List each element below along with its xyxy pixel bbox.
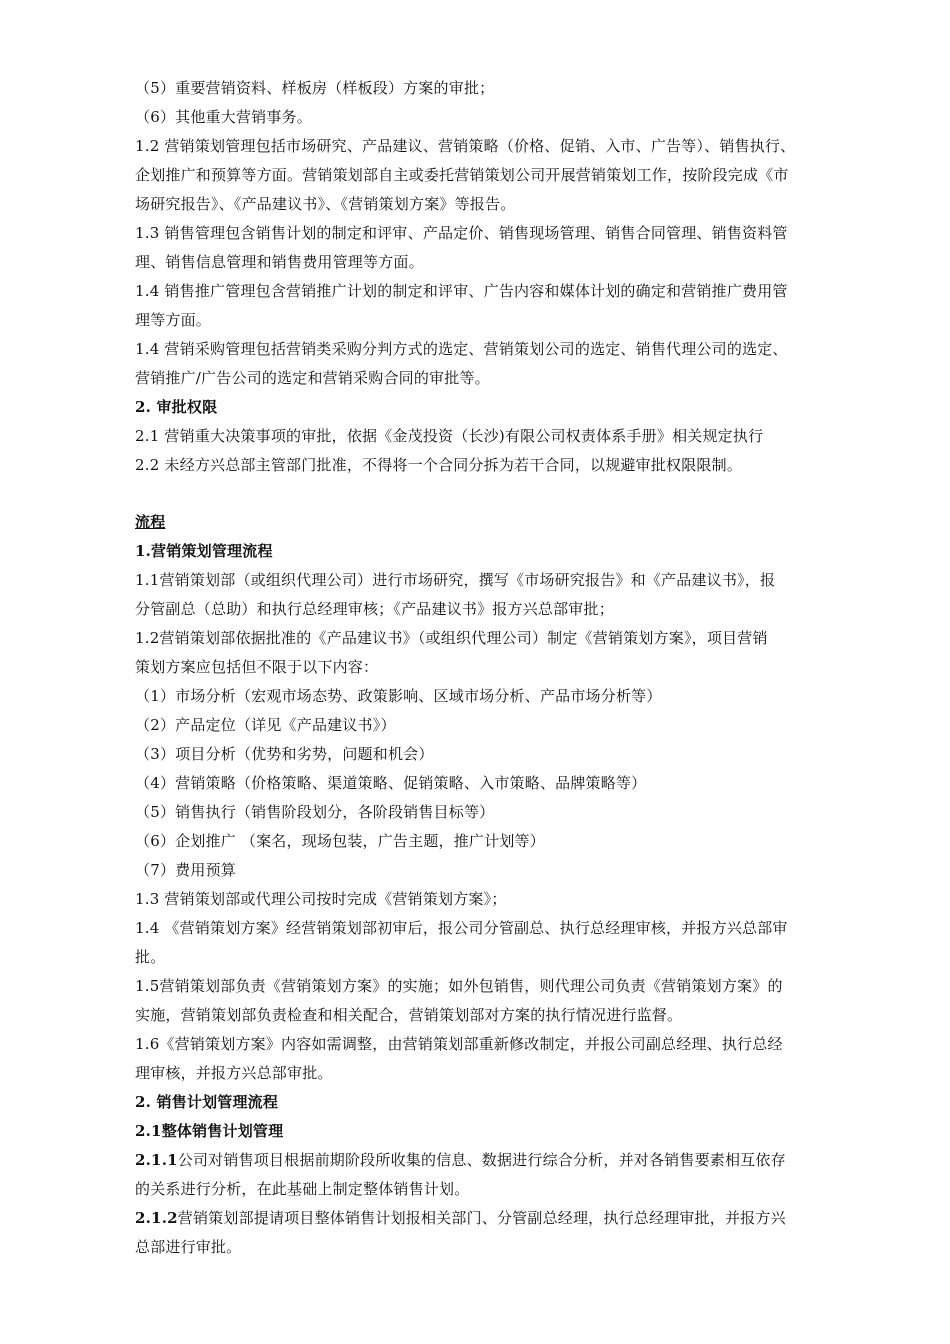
- paragraph-line: 2.2 未经方兴总部主管部门批准，不得将一个合同分拆为若干合同，以规避审批权限限制。: [135, 456, 743, 474]
- paragraph-line: （5）重要营销资料、样板房（样板段）方案的审批；: [135, 79, 495, 97]
- paragraph-line: （6）其他重大营销事务。: [135, 108, 312, 126]
- paragraph-line: 企划推广和预算等方面。营销策划部自主或委托营销策划公司开展营销策划工作，按阶段完成《市: [135, 166, 789, 184]
- paragraph-line: 总部进行审批。: [135, 1238, 242, 1256]
- subsection-heading: 2.1整体销售计划管理: [135, 1122, 284, 1140]
- paragraph-line: 场研究报告》、《产品建议书》、《营销策划方案》等报告。: [135, 195, 516, 213]
- paragraph-line: 营销推广/广告公司的选定和营销采购合同的审批等。: [135, 369, 490, 387]
- list-item: （1）市场分析（宏观市场态势、政策影响、区域市场分析、产品市场分析等）: [135, 687, 662, 705]
- paragraph-line: 1.3 营销策划部或代理公司按时完成《营销策划方案》；: [135, 890, 507, 908]
- clause-text: 公司对销售项目根据前期阶段所收集的信息、数据进行综合分析，并对各销售要素相互依存: [177, 1151, 786, 1169]
- paragraph-line: 策划方案应包括但不限于以下内容：: [135, 658, 379, 676]
- clause-text: 营销策划部提请项目整体销售计划报相关部门、分管副总经理，执行总经理审批，并报方兴: [177, 1209, 786, 1227]
- paragraph-line: 1.3 销售管理包含销售计划的制定和评审、产品定价、销售现场管理、销售合同管理、销售资料管: [135, 224, 788, 242]
- paragraph-line: 实施，营销策划部负责检查和相关配合，营销策划部对方案的执行情况进行监督。: [135, 1006, 683, 1024]
- paragraph-line: 1.1营销策划部（或组织代理公司）进行市场研究，撰写《市场研究报告》和《产品建议书》，报: [135, 571, 776, 589]
- paragraph-line: 理等方面。: [135, 311, 212, 329]
- list-item: （7）费用预算: [135, 861, 236, 879]
- section-heading: 2. 审批权限: [135, 398, 218, 416]
- paragraph-line: 1.2 营销策划管理包括市场研究、产品建议、营销策略（价格、促销、入市、广告等）、销售执行、: [135, 137, 796, 155]
- paragraph-line: 1.4 销售推广管理包含营销推广计划的制定和评审、广告内容和媒体计划的确定和营销推广费用管: [135, 282, 788, 300]
- paragraph-line: 1.4 营销采购管理包括营销类采购分判方式的选定、营销策划公司的选定、销售代理公司的选定、: [135, 340, 788, 358]
- paragraph-line: 批。: [135, 948, 166, 966]
- paragraph-line: 1.2营销策划部依据批准的《产品建议书》（或组织代理公司）制定《营销策划方案》，项目营销: [135, 629, 768, 647]
- section-heading: 1.营销策划管理流程: [135, 542, 273, 560]
- list-item: （2）产品定位（详见《产品建议书》）: [135, 716, 396, 734]
- paragraph-line: 理审核，并报方兴总部审批。: [135, 1064, 333, 1082]
- list-item: （4）营销策略（价格策略、渠道策略、促销策略、入市策略、品牌策略等）: [135, 774, 647, 792]
- paragraph-line: 1.4 《营销策划方案》经营销策划部初审后，报公司分管副总、执行总经理审核，并报方兴总部审: [135, 919, 788, 937]
- section-heading: 2. 销售计划管理流程: [135, 1093, 279, 1111]
- clause-number: 2.1.1: [135, 1151, 178, 1169]
- paragraph-line: [135, 1208, 865, 1228]
- list-item: （5）销售执行（销售阶段划分，各阶段销售目标等）: [135, 803, 495, 821]
- paragraph-line: 理、销售信息管理和销售费用管理等方面。: [135, 253, 424, 271]
- paragraph-line: 的关系进行分析，在此基础上制定整体销售计划。: [135, 1180, 470, 1198]
- paragraph-line: 分管副总（总助）和执行总经理审核；《产品建议书》报方兴总部审批；: [135, 600, 614, 618]
- paragraph-line: 2.1 营销重大决策事项的审批，依据《金茂投资（长沙)有限公司权责体系手册》相关规定执行: [135, 427, 764, 445]
- paragraph-line: 1.6《营销策划方案》内容如需调整，由营销策划部重新修改制定，并报公司副总经理、执行总经: [135, 1035, 783, 1053]
- section-heading-flow: 流程: [135, 513, 166, 531]
- list-item: （3）项目分析（优势和劣势，问题和机会）: [135, 745, 434, 763]
- clause-number: 2.1.2: [135, 1209, 178, 1227]
- paragraph-line: 1.5营销策划部负责《营销策划方案》的实施；如外包销售，则代理公司负责《营销策划方案》的: [135, 977, 783, 995]
- paragraph-line: [135, 1150, 865, 1170]
- list-item: （6）企划推广 （案名，现场包装，广告主题，推广计划等）: [135, 832, 545, 850]
